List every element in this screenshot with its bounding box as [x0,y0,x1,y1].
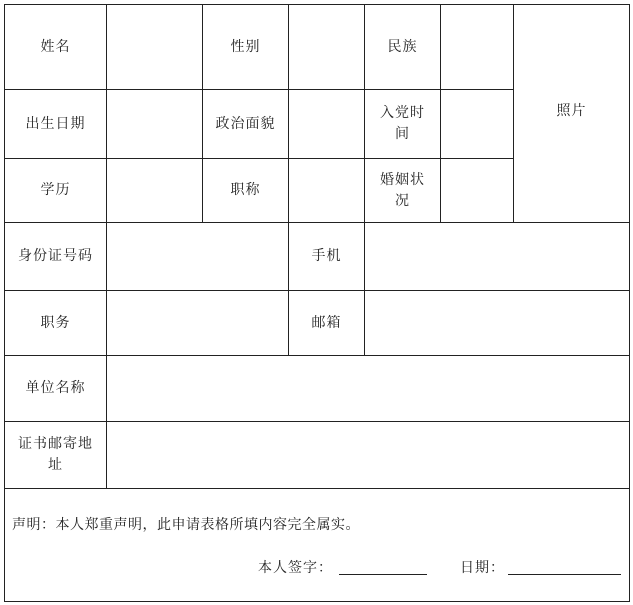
table-border-bottom [4,601,630,602]
photo-label: 照片 [556,103,587,119]
ethnicity-field[interactable] [441,5,513,89]
mailing-address-label: 证书邮寄地址 [18,436,93,473]
row-divider [4,488,630,489]
political-status-field[interactable] [289,90,364,158]
party-join-time-field[interactable] [441,90,513,158]
date-label: 日期： [460,560,505,576]
email-field[interactable] [365,291,629,355]
email-label: 邮箱 [311,314,342,331]
id-number-field[interactable] [107,223,288,290]
position-label: 职务 [40,314,71,331]
id-number-label: 身份证号码 [18,248,93,264]
employer-field[interactable] [107,356,629,421]
ethnicity-label: 民族 [387,38,418,55]
date-line[interactable] [508,574,621,575]
birth-date-label: 出生日期 [25,115,86,132]
marital-status-label: 婚姻状况 [380,171,425,209]
gender-field[interactable] [289,5,364,89]
employer-label: 单位名称 [25,380,86,396]
mobile-label: 手机 [311,248,342,264]
birth-date-field[interactable] [107,90,202,158]
table-border-right [629,4,630,602]
declaration-text: 声明：本人郑重声明，此申请表格所填内容完全属实。 [12,517,360,533]
marital-status-field[interactable] [441,159,513,222]
party-join-time-label: 入党时间 [380,105,425,142]
position-field[interactable] [107,291,288,355]
mobile-field[interactable] [365,223,629,290]
photo-box[interactable] [514,5,629,222]
name-field[interactable] [107,5,202,89]
education-label: 学历 [40,182,71,198]
professional-title-label: 职称 [230,182,261,198]
political-status-label: 政治面貌 [215,115,276,132]
mailing-address-field[interactable] [107,422,629,488]
professional-title-field[interactable] [289,159,364,222]
signature-label: 本人签字： [258,560,333,576]
name-label: 姓名 [40,38,71,55]
signature-line[interactable] [339,574,427,575]
education-field[interactable] [107,159,202,222]
gender-label: 性别 [230,38,261,55]
